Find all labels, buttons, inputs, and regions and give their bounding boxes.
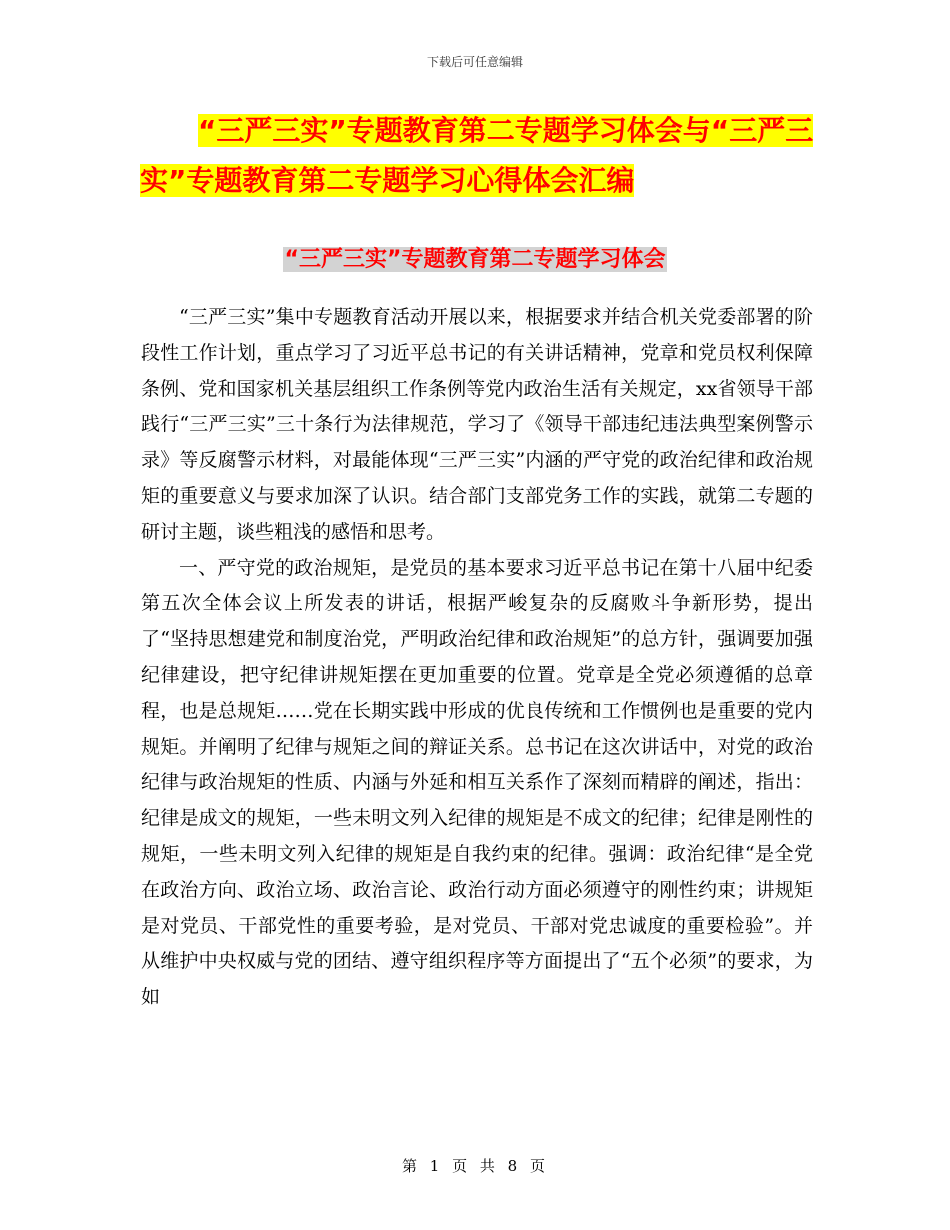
page-header-note: 下载后可任意编辑: [426, 55, 523, 69]
title-line-2-text: 实”专题教育第二专题学习心得体会汇编: [140, 164, 635, 197]
title-line-1-text: “三严三实”专题教育第二专题学习体会与“三严三: [198, 114, 814, 147]
document-body: [141, 300, 813, 1016]
document-title-line-2: [140, 156, 810, 206]
body-paragraph-intro: “三严三实”集中专题教育活动开展以来，根据要求并结合机关党委部署的阶段性工作计划，重点学习了习近平总书记的有关讲话精神，党章和党员权利保障条例、党和国家机关基层组织工作条例等党内政治生活有关规定，xx省领导干部践行“三严三实”三十条行为法律规范，学习了《领导干部违纪违法典型案例警示录》等反腐警示材料，对最能体现“三严三实”内涵的严守党的政治纪律和政治规矩的重要意义与要求加深了认识。结合部门支部党务工作的实践，就第二专题的研讨主题，谈些粗浅的感悟和思考。: [141, 306, 813, 543]
body-paragraph-section-one: 一、严守党的政治规矩，是党员的基本要求习近平总书记在第十八届中纪委第五次全体会议上所发表的讲话，根据严峻复杂的反腐败斗争新形势，提出了“坚持思想建党和制度治党，严明政治纪律和政治规矩”的总方针，强调要加强纪律建设，把守纪律讲规矩摆在更加重要的位置。党章是全党必须遵循的总章程，也是总规矩……党在长期实践中形成的优良传统和工作惯例也是重要的党内规矩。并阐明了纪律与规矩之间的辩证关系。总书记在这次讲话中，对党的政治纪律与政治规矩的性质、内涵与外延和相互关系作了深刻而精辟的阐述，指出：纪律是成文的规矩，一些未明文列入纪律的规矩是不成文的纪律；纪律是刚性的规矩，一些未明文列入纪律的规矩是自我约束的纪律。强调：政治纪律“是全党在政治方向、政治立场、政治言论、政治行动方面必须遵守的刚性约束；讲规矩是对党员、干部党性的重要考验，是对党员、干部对党忠诚度的重要检验”。并从维护中央权威与党的团结、遵守组织程序等方面提出了“五个必须”的要求，为如: [141, 556, 813, 1009]
section-title: [0, 242, 950, 278]
section-title-text: “三严三实”专题教育第二专题学习体会: [284, 247, 666, 272]
page-number-footer: 第 1 页 共 8 页: [402, 1157, 548, 1175]
document-title: [140, 106, 814, 206]
document-title-line-1: [140, 106, 814, 156]
